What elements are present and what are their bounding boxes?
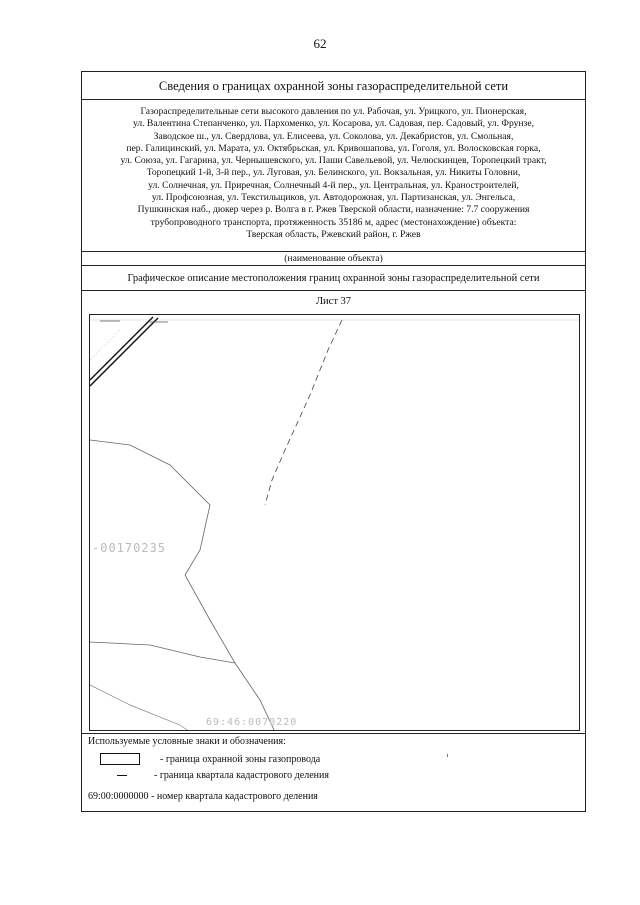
object-name-caption: (наименование объекта) — [82, 252, 585, 266]
description-line: Пушкинская наб., дюкер через р. Волга в г. Ржев Тверской области, назначение: 7.7 сооружения — [137, 204, 530, 216]
quarter-boundary-line — [90, 642, 235, 663]
description-line: ул. Союза, ул. Гагарина, ул. Чернышевского, ул. Паши Савельевой, ул. Челюскинцев, Торопецкий тракт, — [120, 155, 547, 167]
legend-item-quarter-number — [88, 791, 318, 802]
description-line: трубопроводного транспорта, протяженность 35186 м, адрес (местонахождение) объекта: — [150, 216, 517, 228]
description-line: Торопецкий 1-й, 3-й пер., ул. Луговая, ул. Белинского, ул. Вокзальная, ул. Никиты Головни, — [146, 167, 521, 179]
quarter-number-label: 69:46:0070220 — [206, 717, 298, 728]
map-drawing — [90, 315, 580, 731]
cadastral-map — [89, 314, 580, 731]
graphic-description-heading: Графическое описание местоположения границ охранной зоны газораспределительной сети — [82, 266, 585, 291]
sheet-label: Лист 37 — [315, 296, 352, 307]
page-number: 62 — [313, 36, 327, 51]
dashed-boundary-line — [265, 320, 342, 505]
legend-item-zone-boundary: - граница охранной зоны газопровода — [160, 754, 321, 765]
legend-title: Используемые условные знаки и обозначения: — [88, 736, 286, 747]
description-line: ул. Профсоюзная, ул. Текстильщиков, ул. Автодорожная, ул. Партизанская, ул. Энгельса, — [151, 192, 516, 204]
quarter-boundary-line — [90, 685, 190, 731]
description-line: пер. Галицинский, ул. Марата, ул. Октябрьская, ул. Кривошапова, ул. Гоголя, ул. Волосковская горка, — [126, 142, 541, 154]
quarter-boundary-line — [90, 440, 275, 731]
description-line: Тверская область, Ржевский район, г. Ржев — [246, 228, 421, 240]
description-line: ул. Валентина Степанченко, ул. Пархоменко, ул. Косарова, ул. Садовая, пер. Садовый, ул. Фрунзе, — [132, 118, 535, 130]
legend-code: 69:00:0000000 — [88, 791, 149, 802]
object-description — [82, 100, 585, 252]
stray-mark — [447, 754, 448, 757]
quarter-boundary-symbol — [117, 775, 127, 776]
legend-code-text: - номер квартала кадастрового деления — [148, 791, 318, 802]
quarter-number-label: -00170235 — [92, 541, 167, 555]
document-title: Сведения о границах охранной зоны газораспределительной сети — [82, 72, 585, 100]
road-double-line — [90, 317, 158, 386]
description-line: Заводское ш., ул. Свердлова, ул. Елисеева, ул. Соколова, ул. Декабристов, ул. Смольная, — [153, 130, 514, 142]
legend — [82, 734, 585, 812]
faint-dashed-line — [90, 330, 120, 360]
description-line: Газораспределительные сети высокого давления по ул. Рабочая, ул. Урицкого, ул. Пионерская, — [140, 106, 527, 117]
legend-item-quarter-boundary: - граница квартала кадастрового деления — [154, 770, 329, 781]
zone-boundary-symbol — [100, 753, 140, 765]
document-frame — [81, 71, 586, 812]
description-line: ул. Солнечная, ул. Приречная, Солнечный 4-й пер., ул. Центральная, ул. Краностроителей, — [148, 179, 519, 191]
